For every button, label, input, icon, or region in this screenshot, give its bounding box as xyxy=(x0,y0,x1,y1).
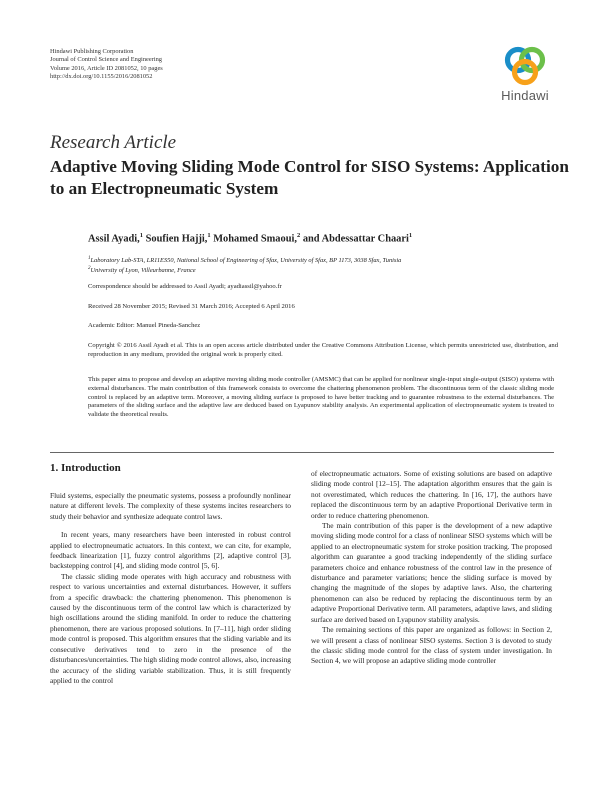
volume-info: Volume 2016, Article ID 2081052, 10 pages xyxy=(50,64,163,72)
author-affil-mark: 2 xyxy=(296,232,301,239)
author-name: and Abdessattar Chaari xyxy=(300,233,409,245)
right-column xyxy=(311,469,552,667)
body-paragraph: Fluid systems, especially the pneumatic systems, possess a profoundly nonlinear nature at different levels. The complexity of these systems incites researchers to study their behavior and synthesize adequate control laws. xyxy=(50,491,291,521)
copyright-notice: Copyright © 2016 Assil Ayadi et al. This is an open access article distributed under the Creative Commons Attribution License, which permits unrestricted use, distribution, and reproduction in any medium, provided the original work is properly cited. xyxy=(88,342,558,358)
section-divider xyxy=(50,452,554,453)
article-dates: Received 28 November 2015; Revised 31 March 2016; Accepted 6 April 2016 xyxy=(88,303,295,310)
academic-editor: Academic Editor: Manuel Pineda-Sanchez xyxy=(88,322,201,329)
affiliation-mark: 2 xyxy=(88,266,91,271)
hindawi-logo-icon xyxy=(496,44,554,88)
body-paragraph: The classic sliding mode operates with high accuracy and robustness with respect to various uncertainties and external disturbances. However, it suffers from a specific drawback: the chattering phenomenon. This phenomenon is caused by the discontinuous term of the control law which is characterized by high oscillations around the sliding manifold. In order to reduce the chattering phenomenon, there are various proposed solutions. In [7–11], high order sliding mode control is proposed. This algorithm ensures that the sliding variable and its consecutive derivatives tend to zero in the presence of the disturbances/uncertainties. The high sliding mode control allows, also, increasing the accuracy of the sliding variable stabilization. Thus, it is still frequently applied to the control xyxy=(50,571,291,685)
author-affil-mark: 1 xyxy=(139,232,144,239)
left-column xyxy=(50,491,291,686)
section-heading: 1. Introduction xyxy=(50,462,121,474)
logo-wordmark: Hindawi xyxy=(501,88,549,103)
abstract: This paper aims to propose and develop an adaptive moving sliding mode controller (AMSMC) that can be applied for nonlinear single-input single-output (SISO) systems with external disturbances. The main contribution of this framework consists to overcome the chattering phenomenon problem. The discontinuous term of the classic sliding mode control is replaced by an adaptive term. Moreover, a moving sliding surface is proposed to have better tracking and to guarantee robustness to the external disturbances. The parameters of the sliding surface and the adaptive law are deduced based on Lyapunov stability analysis. An experimental application of electropneumatic system is treated to validate the theoretical results. xyxy=(88,376,554,419)
article-type: Research Article xyxy=(50,132,177,153)
body-paragraph: of electropneumatic actuators. Some of existing solutions are based on adaptive sliding mode control [12–15]. The adaptation algorithm ensures that the gain is not overestimated, which reduces the chattering. In [16, 17], the authors have replaced the discontinuous term by an adaptive Proportional Derivative term in order to reduce chattering phenomenon. xyxy=(311,469,552,520)
author-list xyxy=(88,232,412,244)
body-paragraph: The remaining sections of this paper are organized as follows: in Section 2, we will present a class of nonlinear SISO systems. Section 3 is devoted to study the classic sliding mode control for the class of system under investigation. In Section 4, we will propose an adaptive sliding mode controller xyxy=(311,625,552,666)
correspondence: Correspondence should be addressed to Assil Ayadi; ayadiassil@yahoo.fr xyxy=(88,283,282,290)
affiliation-text: Laboratory Lab-STA, LR11ES50, National School of Engineering of Sfax, University of Sfax, BP 1173, 3038 Sfax, Tunisia xyxy=(90,257,402,265)
body-paragraph: In recent years, many researchers have been interested in robust control applied to electropneumatic actuators. In this context, we can cite, for example, feedback linearization [1], fuzzy control algorithms [2], adaptive control [3], backstepping control [4], and sliding mode control [5, 6]. xyxy=(50,530,291,571)
affiliation-mark: 1 xyxy=(88,256,91,261)
publisher-name: Hindawi Publishing Corporation xyxy=(50,48,134,55)
author-name: Assil Ayadi, xyxy=(88,233,140,245)
journal-header xyxy=(50,48,163,82)
author-affil-mark: 1 xyxy=(408,232,413,239)
author-affil-mark: 1 xyxy=(207,232,211,239)
affiliation-2 xyxy=(88,264,568,275)
journal-name: Journal of Control Science and Engineering xyxy=(50,56,162,64)
author-name: Soufien Hajji, xyxy=(143,233,208,245)
paper-title: Adaptive Moving Sliding Mode Control for SISO Systems: Application to an Electropneumatic System xyxy=(50,157,569,198)
doi-link[interactable]: http://dx.doi.org/10.1155/2016/2081052 xyxy=(50,73,153,81)
affiliation-text: University of Lyon, Villeurbanne, France xyxy=(90,267,196,275)
hindawi-logo xyxy=(496,44,554,106)
body-paragraph: The main contribution of this paper is the development of a new adaptive moving sliding mode control for a class of nonlinear SISO systems which will be applied to an electropneumatic system for stroke position tracking. The proposed algorithm can guarantee a good tracking independently of the sliding surface parameters choice and enhance robustness of the control law in the presence of disturbance and parameter variations; hence the sliding surface is moved by changing the magnitude of the slopes by adaptive laws. Also, the chartering phenomenon can also be reduced by replacing the discontinuous term by an adaptive Proportional Derivative term. All parameters, adaptive laws, and sliding surface are derived based on Lyapunov stability analysis. xyxy=(311,521,552,624)
author-name: Mohamed Smaoui, xyxy=(210,233,297,245)
